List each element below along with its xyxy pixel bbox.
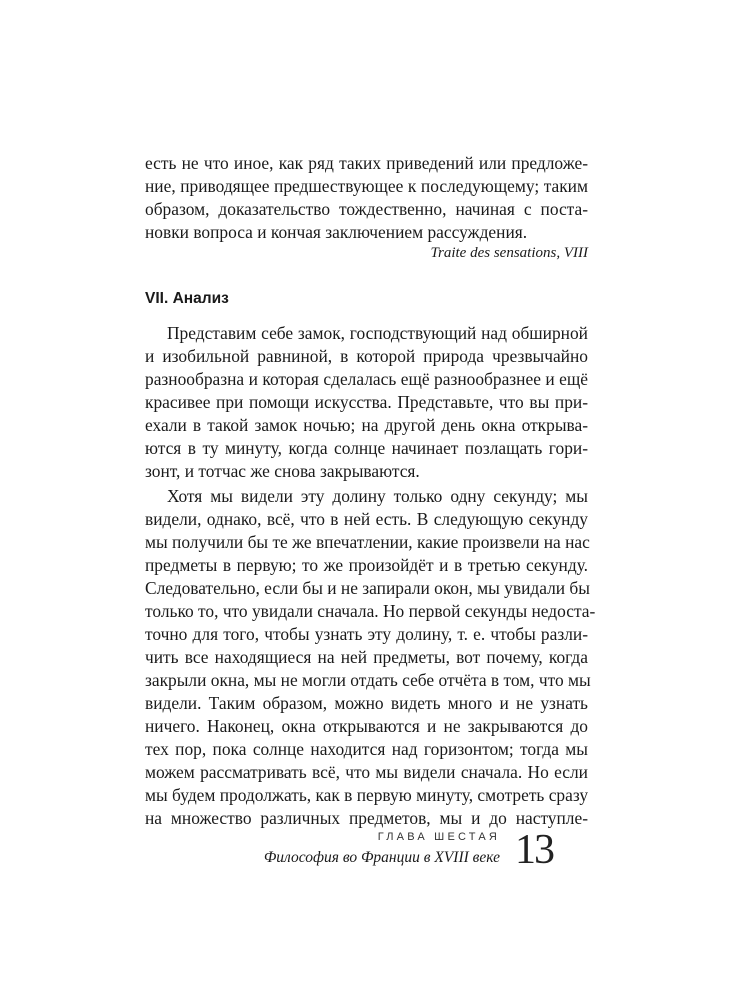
text-line: красивее при помощи искусства. Представьте, что вы при- [145, 392, 588, 412]
text-line: Следовательно, если бы и не запирали окон, мы увидали бы [145, 578, 590, 598]
text-line: на множество различных предметов, мы и до наступле- [145, 808, 588, 828]
text-line: мы получили бы те же впечатлении, какие произвели на нас [145, 532, 590, 552]
chapter-label: ГЛАВА ШЕСТАЯ [377, 831, 500, 843]
text-line: мы будем продолжать, как в первую минуту, смотреть сразу [145, 785, 589, 805]
text-line: Представим себе замок, господствующий над обширной [167, 323, 588, 343]
text-line: видели. Таким образом, можно видеть много и не узнать [145, 693, 588, 713]
text-line: ничего. Наконец, окна открываются и не закрываются до [145, 716, 588, 736]
text-line: Хотя мы видели эту долину только одну секунду; мы [167, 486, 588, 506]
section-heading: VII. Анализ [145, 290, 229, 307]
text-line: точно для того, чтобы узнать эту долину, т. е. чтобы разли- [145, 624, 588, 644]
text-line: и изобильной равниной, в которой природа чрезвычайно [145, 346, 588, 366]
text-line: ются в ту минуту, когда солнце начинает позлащать гори- [145, 438, 588, 458]
text-line: только то, что увидали сначала. Но первой секунды недоста- [145, 601, 596, 621]
text-line: тех пор, пока солнце находится над горизонтом; тогда мы [145, 739, 588, 759]
text-line: разнообразна и которая сделалась ещё разнообразнее и ещё [145, 369, 588, 389]
text-line: можем рассматривать всё, что мы видели сначала. Но если [145, 762, 588, 782]
text-line: чить все находящиеся на ней предметы, вот почему, когда [145, 647, 588, 667]
text-line: ние, приводящее предшествующее к последующему; таким [145, 176, 588, 196]
text-line: закрыли окна, мы не могли отдать себе отчёта в том, что мы [145, 670, 591, 690]
text-line: новки вопроса и кончая заключением рассуждения. [145, 222, 528, 242]
text-line: ехали в такой замок ночью; на другой день окна открыва- [145, 415, 588, 435]
text-line: предметы в первую; то же произойдёт и в третью секунду. [145, 555, 588, 575]
book-title: Философия во Франции в XVIII веке [263, 849, 500, 866]
text-line: образом, доказательство тождественно, начиная с поста- [145, 199, 588, 219]
text-line: зонт, и тотчас же снова закрываются. [145, 461, 420, 481]
text-line: есть не что иное, как ряд таких приведений или предложе- [145, 153, 588, 173]
citation: Traite des sensations, VIII [430, 245, 588, 261]
text-line: видели, однако, всё, что в ней есть. В следующую секунду [145, 509, 588, 529]
page-number: 13 [515, 827, 553, 873]
